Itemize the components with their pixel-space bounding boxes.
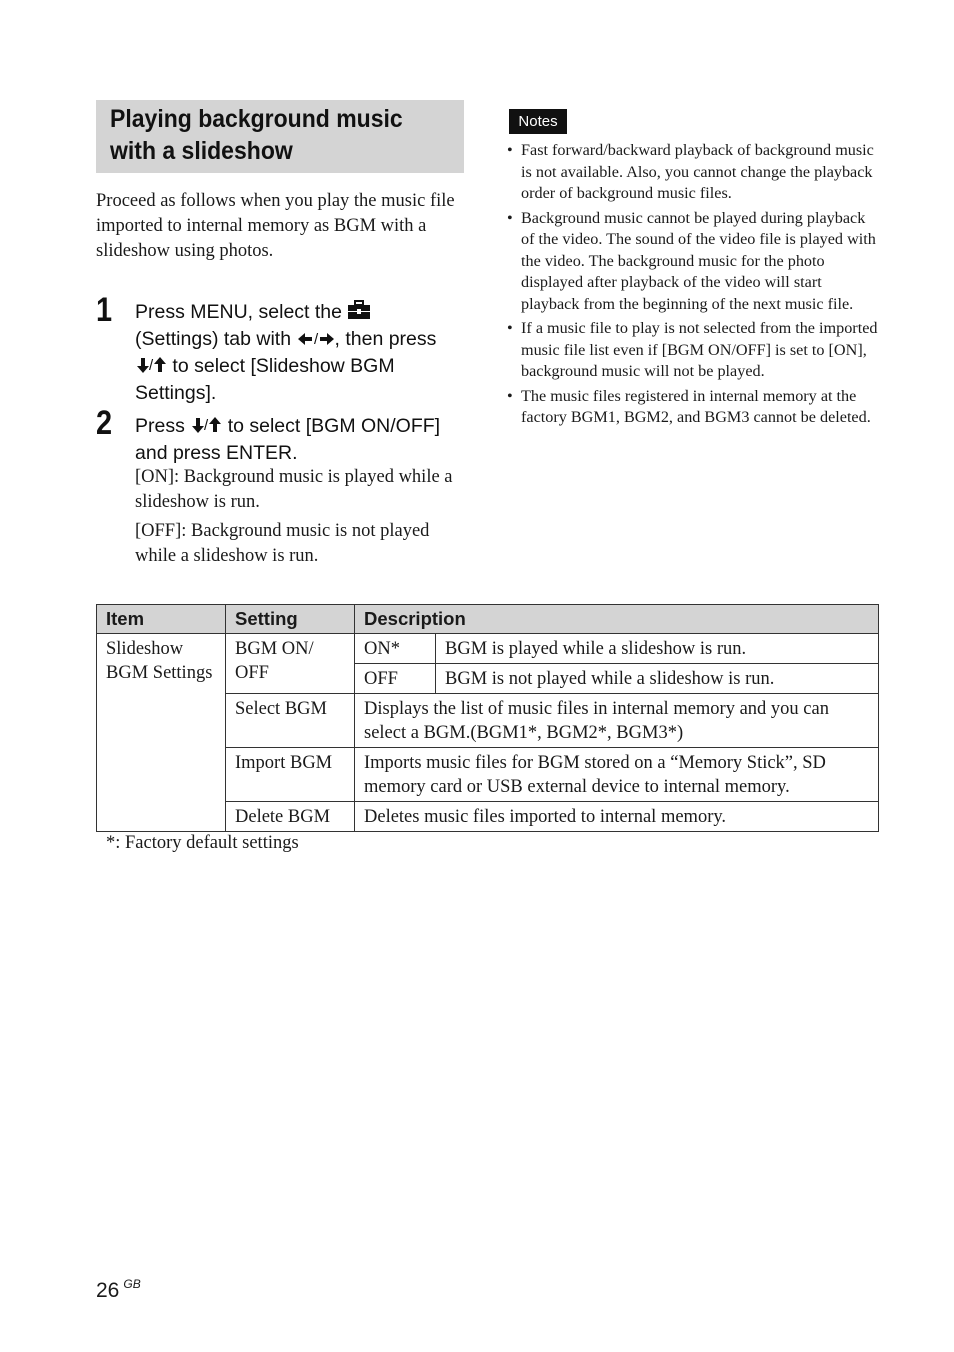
bullet: • — [507, 208, 513, 227]
bullet: • — [507, 141, 513, 159]
bullet: • — [507, 319, 513, 337]
step-2-number: 2 — [96, 404, 113, 442]
svg-text:/: / — [313, 331, 318, 347]
svg-text:/: / — [149, 357, 154, 374]
intro-paragraph: Proceed as follows when you play the music file imported to internal memory as BGM with a slideshow using photos. — [96, 191, 455, 261]
step-1-text-c: , then press — [334, 328, 437, 350]
step-1-number: 1 — [96, 291, 113, 329]
bgm-settings-table — [96, 604, 879, 832]
step-1-instruction — [135, 300, 470, 406]
step-2-text-b: to select [BGM ON/OFF] — [227, 415, 441, 437]
header-item: Item — [97, 605, 226, 634]
description-cell-select-bgm: Displays the list of music files in internal memory and you can select a BGM.(BGM1*, BGM2*, BGM3*) — [355, 694, 879, 748]
section-title-line-2: with a slideshow — [110, 137, 293, 165]
note-item — [507, 386, 879, 429]
note-text: If a music file to play is not selected from the imported music file list even if [BGM ON/OFF] is set to [ON], background music will not be played. — [521, 319, 878, 380]
setting-cell-delete-bgm: Delete BGM — [226, 802, 355, 832]
section-title — [96, 100, 464, 173]
page-number — [96, 1277, 141, 1303]
note-text: The music files registered in internal memory at the factory BGM1, BGM2, and BGM3 cannot be deleted. — [521, 386, 871, 426]
step-2-text-c: and press ENTER. — [135, 442, 298, 464]
notes-label: Notes — [509, 109, 567, 134]
description-cell-import-bgm: Imports music files for BGM stored on a “Memory Stick”, SD memory card or USB external device to internal memory. — [355, 748, 879, 802]
setting-cell-bgm-onoff: BGM ON/ OFF — [226, 634, 355, 694]
step-1-text-a: Press MENU, select the — [135, 301, 342, 323]
note-item — [507, 140, 879, 205]
option-description-on: BGM is played while a slideshow is run. — [436, 634, 879, 664]
setting-cell-select-bgm: Select BGM — [226, 694, 355, 748]
page-number-value: 26 — [96, 1279, 120, 1302]
option-value-off: OFF — [355, 664, 436, 694]
item-cell: Slideshow BGM Settings — [97, 634, 226, 832]
table-row — [97, 634, 879, 664]
down-up-arrows-icon — [135, 356, 167, 381]
step-2-detail-off: [OFF]: Background music is not played while a slideshow is run. — [135, 521, 430, 566]
notes-list — [507, 140, 879, 432]
note-text: Fast forward/backward playback of background music is not available. Also, you cannot change the playback order of background music files. — [521, 141, 874, 202]
left-right-arrows-icon — [297, 329, 335, 354]
page-region-code: GB — [123, 1277, 141, 1291]
step-1-text-e: Settings]. — [135, 382, 217, 404]
settings-toolbox-icon — [347, 300, 371, 327]
option-description-off: BGM is not played while a slideshow is run. — [436, 664, 879, 694]
description-cell-delete-bgm: Deletes music files imported to internal memory. — [355, 802, 879, 832]
section-title-line-1: Playing background music — [110, 105, 403, 133]
table-header-row — [97, 605, 879, 634]
setting-cell-import-bgm: Import BGM — [226, 748, 355, 802]
table-footnote: *: Factory default settings — [106, 833, 299, 853]
bullet: • — [507, 386, 513, 405]
step-2-text-a: Press — [135, 415, 185, 437]
option-value-on: ON* — [355, 634, 436, 664]
note-text: Background music cannot be played during playback of the video. The sound of the video file is played with the video. The background music for the photo displayed after playback of the video will start playback from the beginning of the next music file. — [521, 208, 876, 313]
note-item — [507, 208, 879, 316]
header-setting: Setting — [226, 605, 355, 634]
step-2-detail-on: [ON]: Background music is played while a slideshow is run. — [135, 467, 453, 512]
header-description: Description — [355, 605, 879, 634]
note-item — [507, 318, 879, 383]
step-1-text-b: (Settings) tab with — [135, 328, 292, 350]
step-2-instruction — [135, 414, 470, 466]
step-1-text-d: to select [Slideshow BGM — [172, 355, 395, 377]
svg-text:/: / — [204, 417, 209, 434]
down-up-arrows-icon — [190, 416, 222, 441]
